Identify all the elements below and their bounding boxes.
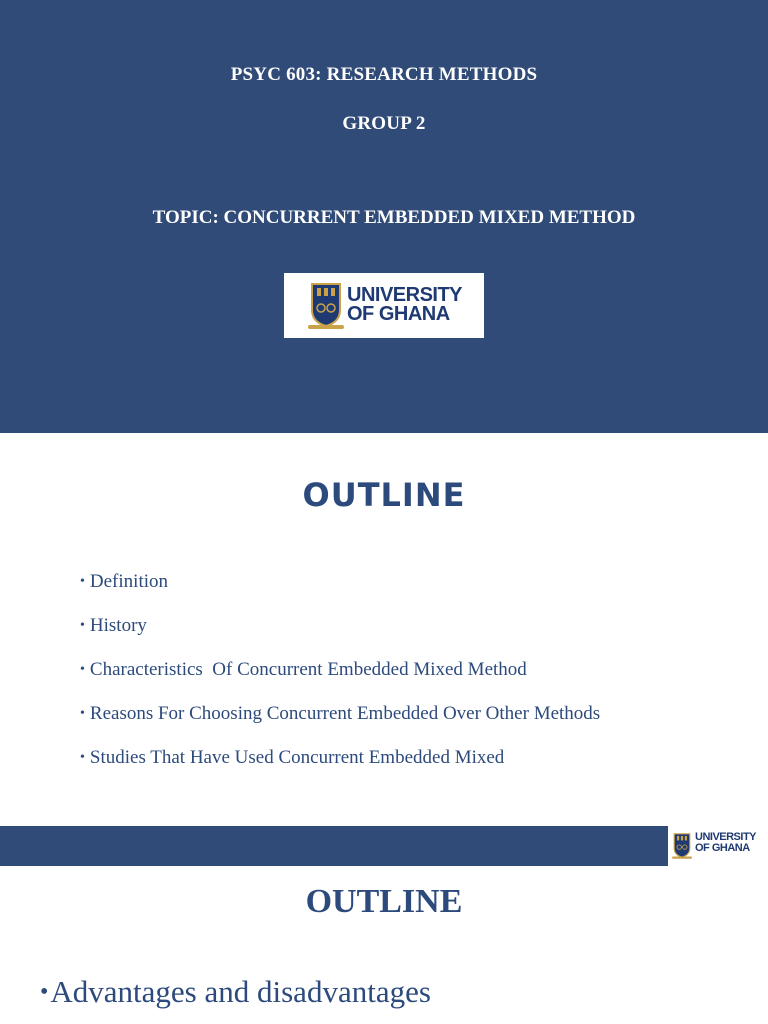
logo-text-line1: UNIVERSITY <box>347 284 463 306</box>
university-crest-icon <box>308 282 344 330</box>
list-item: • Reasons For Choosing Concurrent Embedded Over Other Methods <box>80 703 601 724</box>
list-item: • History <box>80 615 147 636</box>
outline-title: OUTLINE <box>302 476 466 514</box>
bullet-dot-icon: • <box>40 979 49 1005</box>
topic-title: TOPIC: CONCURRENT EMBEDDED MIXED METHOD <box>152 207 636 228</box>
bullet-dot-icon: • <box>80 574 85 589</box>
bullet-dot-icon: • <box>80 706 85 721</box>
header-bar <box>0 826 668 866</box>
university-crest-icon <box>672 832 692 860</box>
title-slide <box>0 0 768 433</box>
bullet-dot-icon: • <box>80 662 85 677</box>
outline-slide <box>0 433 768 826</box>
list-item: • Characteristics Of Concurrent Embedded Mixed Method <box>80 659 527 680</box>
bullet-dot-icon: • <box>80 618 85 633</box>
university-logo <box>284 273 484 338</box>
header-logo <box>668 826 768 866</box>
logo-text-line2: OF GHANA <box>695 842 750 854</box>
group-label: GROUP 2 <box>342 113 426 134</box>
list-item: •Advantages and disadvantages <box>40 974 431 1009</box>
logo-text-line2: OF GHANA <box>347 303 450 325</box>
list-item: • Studies That Have Used Concurrent Embedded Mixed <box>80 747 505 768</box>
logo-text-line1: UNIVERSITY <box>695 831 757 843</box>
list-item: • Definition <box>80 571 169 592</box>
bullet-dot-icon: • <box>80 750 85 765</box>
outline-list <box>80 571 600 791</box>
outline-title-continued: OUTLINE <box>305 883 463 920</box>
course-title: PSYC 603: RESEARCH METHODS <box>230 64 538 85</box>
